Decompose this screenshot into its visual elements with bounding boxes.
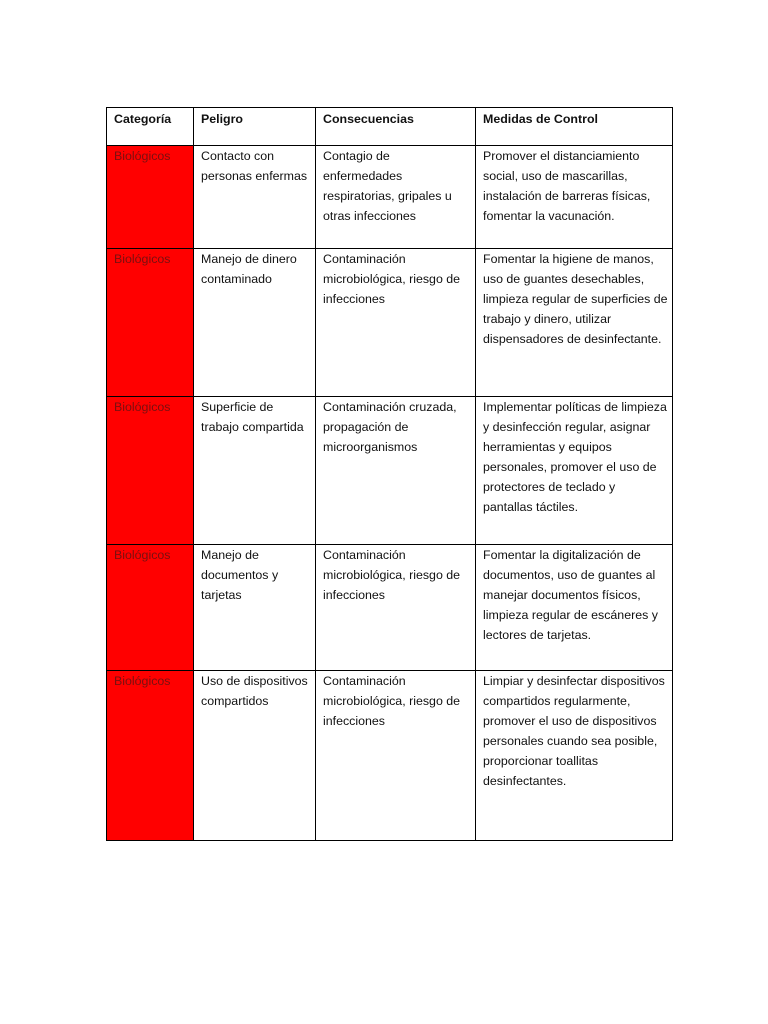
hazard-cell: Uso de dispositivos compartidos [194, 671, 316, 841]
controls-cell: Implementar políticas de limpieza y desinfección regular, asignar herramientas y equipos personales, promover el uso de protectores de teclado y pantallas táctiles. [476, 397, 673, 545]
table-row [107, 249, 673, 397]
consequences-cell: Contaminación microbiológica, riesgo de infecciones [316, 545, 476, 671]
hazard-cell: Manejo de dinero contaminado [194, 249, 316, 397]
controls-cell: Limpiar y desinfectar dispositivos compartidos regularmente, promover el uso de dispositivos personales cuando sea posible, proporcionar toallitas desinfectantes. [476, 671, 673, 841]
header-category: Categoría [107, 108, 194, 146]
category-cell: Biológicos [107, 671, 194, 841]
risk-table [106, 107, 673, 841]
header-row [107, 108, 673, 146]
controls-cell: Promover el distanciamiento social, uso de mascarillas, instalación de barreras físicas, fomentar la vacunación. [476, 146, 673, 249]
consequences-cell: Contaminación cruzada, propagación de microorganismos [316, 397, 476, 545]
category-cell: Biológicos [107, 397, 194, 545]
category-cell: Biológicos [107, 249, 194, 397]
table-row [107, 397, 673, 545]
table-row [107, 545, 673, 671]
header-consequences: Consecuencias [316, 108, 476, 146]
controls-cell: Fomentar la digitalización de documentos, uso de guantes al manejar documentos físicos, limpieza regular de escáneres y lectores de tarjetas. [476, 545, 673, 671]
controls-cell: Fomentar la higiene de manos, uso de guantes desechables, limpieza regular de superficies de trabajo y dinero, utilizar dispensadores de desinfectante. [476, 249, 673, 397]
table-header [107, 108, 673, 146]
header-controls: Medidas de Control [476, 108, 673, 146]
header-hazard: Peligro [194, 108, 316, 146]
table-row [107, 146, 673, 249]
hazard-cell: Contacto con personas enfermas [194, 146, 316, 249]
consequences-cell: Contaminación microbiológica, riesgo de infecciones [316, 671, 476, 841]
category-cell: Biológicos [107, 146, 194, 249]
consequences-cell: Contaminación microbiológica, riesgo de infecciones [316, 249, 476, 397]
consequences-cell: Contagio de enfermedades respiratorias, gripales u otras infecciones [316, 146, 476, 249]
category-cell: Biológicos [107, 545, 194, 671]
hazard-cell: Manejo de documentos y tarjetas [194, 545, 316, 671]
table-row [107, 671, 673, 841]
hazard-cell: Superficie de trabajo compartida [194, 397, 316, 545]
table-body [107, 146, 673, 841]
